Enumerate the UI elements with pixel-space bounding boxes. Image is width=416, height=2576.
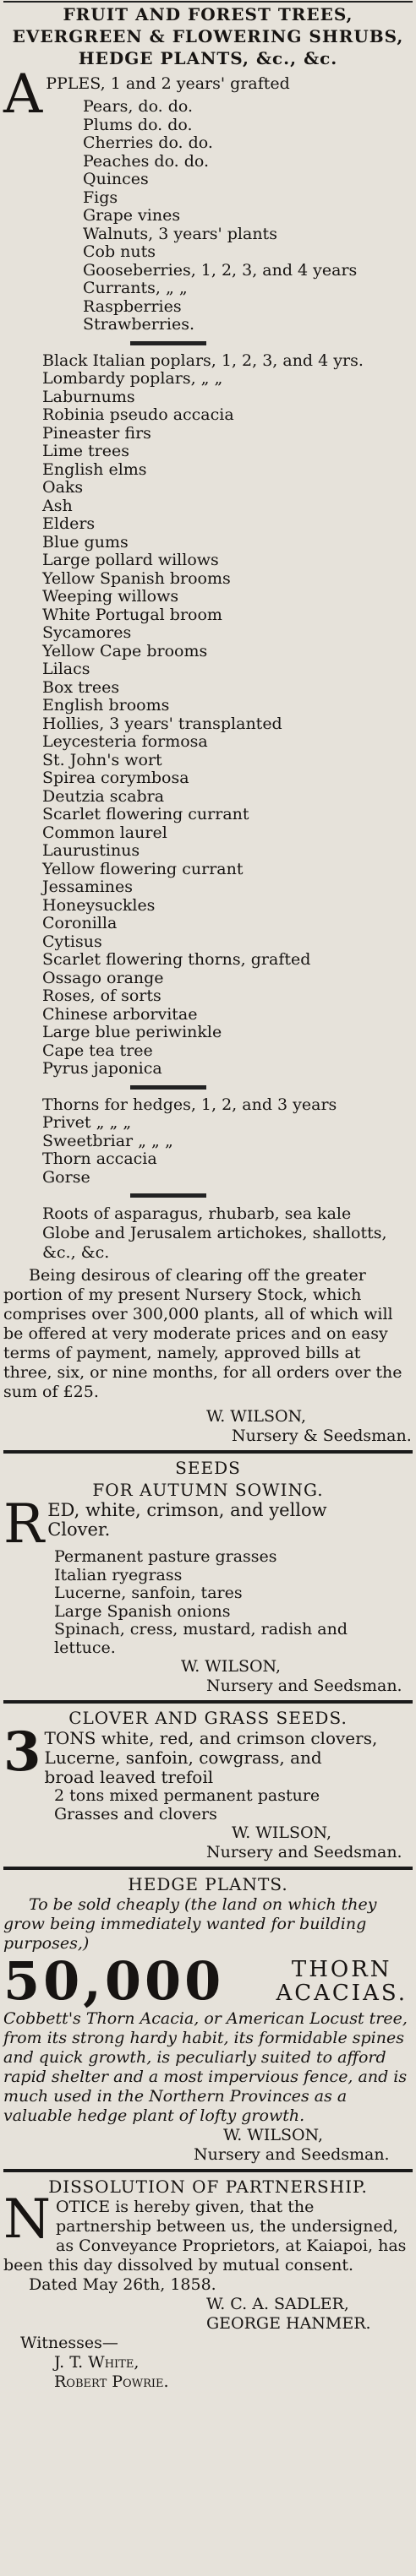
list-item: 2 tons mixed permanent pasture xyxy=(54,1786,320,1805)
list-item: Yellow Spanish brooms xyxy=(42,568,231,588)
ad-body: Cobbett's Thorn Acacia, or American Locust tree, from its strong hardy habit, its formidable spines and quick growth, is peculiarly suited to afford rapid shelter and a most impervious fence, and is much used in the Northern Provinces as a valuable hedge plant of lofty growth. xyxy=(3,2009,408,2125)
signature-name: W. WILSON, xyxy=(232,1823,331,1842)
list-item: Box trees xyxy=(42,677,120,697)
list-item: Currants, „ „ xyxy=(83,279,188,297)
list-item: White Portugal broom xyxy=(42,605,222,624)
list-item: Spinach, cress, mustard, radish and xyxy=(54,1620,348,1639)
list-item: TONS white, red, and crimson clovers, xyxy=(44,1728,378,1748)
signature-role: Nursery & Seedsman. xyxy=(232,1427,412,1445)
list-item: lettuce. xyxy=(54,1638,116,1657)
notice-date: Dated May 26th, 1858. xyxy=(29,2275,216,2294)
signature-role: Nursery and Seedsman. xyxy=(206,1677,402,1695)
list-item: Thorns for hedges, 1, 2, and 3 years xyxy=(42,1095,337,1114)
ad-separator xyxy=(3,1867,413,1870)
list-item: Privet „ „ „ xyxy=(42,1113,132,1132)
list-item: Plums do. do. xyxy=(83,115,193,134)
list-item: Large blue periwinkle xyxy=(42,1023,222,1041)
list-item: broad leaved trefoil xyxy=(44,1767,214,1787)
list-item: Italian ryegrass xyxy=(54,1565,183,1584)
newspaper-column xyxy=(0,1,416,2576)
list-item: Leycesteria formosa xyxy=(42,732,208,751)
list-item: Coronilla xyxy=(42,914,118,932)
list-item: Sycamores xyxy=(42,623,132,642)
list-item: Grasses and clovers xyxy=(54,1804,217,1823)
list-item: Large pollard willows xyxy=(42,551,219,569)
list-item: Black Italian poplars, 1, 2, 3, and 4 yrs. xyxy=(42,351,364,370)
list-item: Scarlet flowering thorns, grafted xyxy=(42,950,311,969)
nursery-advertisement xyxy=(3,3,413,1446)
ad-heading: HEDGE PLANTS. xyxy=(128,1874,288,1894)
list-item: Yellow Cape brooms xyxy=(42,641,208,660)
ad-heading-2: EVERGREEN & FLOWERING SHRUBS, xyxy=(12,26,404,46)
seed-list xyxy=(3,1548,413,1657)
ad-heading-3: HEDGE PLANTS, &c., &c. xyxy=(78,48,338,68)
second-line: Clover. xyxy=(47,1519,111,1540)
list-item: Peaches do. do. xyxy=(83,151,210,171)
tree-list xyxy=(3,352,413,1079)
witness-2: Robert Powrie. xyxy=(54,2372,169,2391)
list-item: Jessamines xyxy=(42,878,134,896)
list-item: St. John's wort xyxy=(42,750,162,769)
witness-1: J. T. White, xyxy=(54,2353,140,2372)
dropcap: A xyxy=(3,63,43,126)
roots-text: Roots of asparagus, rhubarb, sea kale Globe and Jerusalem artichokes, shallotts, &c., &c. xyxy=(42,1204,387,1262)
list-item: Grape vines xyxy=(83,206,181,225)
list-item: Walnuts, 3 years' plants xyxy=(83,224,277,243)
intro-text: To be sold cheaply (the land on which they grow being immediately wanted for building purposes,) xyxy=(3,1895,377,1953)
list-item: Pineaster firs xyxy=(42,423,151,443)
list-item: Lucerne, sanfoin, tares xyxy=(54,1584,243,1602)
list-item: Cob nuts xyxy=(83,242,156,261)
clover-line xyxy=(3,1493,413,1556)
dissolution-notice xyxy=(3,2176,413,2392)
list-item: Raspberries xyxy=(83,296,182,316)
signature-name: W. WILSON, xyxy=(223,2126,323,2144)
hedge-plants-advertisement xyxy=(3,1873,413,2165)
dropcap: N xyxy=(3,2188,51,2251)
signature-name: W. WILSON, xyxy=(206,1407,306,1426)
fruit-list xyxy=(3,98,413,334)
quantity-number: 50,000 xyxy=(3,1950,225,2012)
ad-heading: DISSOLUTION OF PARTNERSHIP. xyxy=(48,2177,368,2197)
clover-list xyxy=(3,1787,413,1823)
list-item: Laburnums xyxy=(42,387,135,406)
section-divider xyxy=(130,1085,206,1090)
list-item: Large Spanish onions xyxy=(54,1601,231,1621)
list-item: Yellow flowering currant xyxy=(42,859,244,878)
list-item: Pyrus japonica xyxy=(42,1059,162,1078)
list-item: Blue gums xyxy=(42,532,129,552)
list-item: Permanent pasture grasses xyxy=(54,1547,277,1566)
list-item: English brooms xyxy=(42,696,170,715)
list-item: Spirea corymbosa xyxy=(42,769,189,787)
list-item: Lilacs xyxy=(42,660,90,678)
notice-body: OTICE is hereby given, that the partnership between us, the undersigned, as Conveyance Proprietors, at Kaiapoi, has been this day dissolved by mutual consent. xyxy=(3,2198,407,2274)
list-item: Lime trees xyxy=(42,442,129,460)
signature-name: W. WILSON, xyxy=(181,1657,281,1676)
ad-heading: CLOVER AND GRASS SEEDS. xyxy=(68,1708,348,1728)
notice-paragraph xyxy=(3,2188,413,2275)
list-item: Figs xyxy=(83,187,118,207)
list-item: Lucerne, sanfoin, cowgrass, and xyxy=(44,1747,322,1768)
list-item: Elders xyxy=(42,514,96,533)
list-item: Robinia pseudo accacia xyxy=(42,405,234,424)
dropcap: R xyxy=(3,1493,45,1556)
dropcap: 3 xyxy=(3,1720,41,1784)
first-line: PPLES, 1 and 2 years' grafted xyxy=(46,74,290,93)
signature-2: GEORGE HANMER. xyxy=(206,2314,371,2333)
clover-advertisement xyxy=(3,1707,413,1862)
list-item: Chinese arborvitae xyxy=(42,1004,198,1024)
section-divider xyxy=(130,1193,206,1198)
seeds-advertisement xyxy=(3,1457,413,1696)
list-item: Deutzia scabra xyxy=(42,786,165,806)
list-item: Common laurel xyxy=(42,823,167,842)
ad-separator xyxy=(3,1700,413,1704)
list-item: Laurustinus xyxy=(42,841,140,860)
clover-lines xyxy=(45,1729,378,1787)
ad-heading-1: FRUIT AND FOREST TREES, xyxy=(63,4,353,24)
list-item: Honeysuckles xyxy=(42,895,156,915)
first-line: ED, white, crimson, and yellow xyxy=(47,1500,327,1520)
headline-row xyxy=(3,1950,413,2012)
label-thorn: THORN xyxy=(291,1957,392,1982)
ad-separator xyxy=(3,1450,413,1454)
list-item: Strawberries. xyxy=(83,315,195,334)
hedge-list xyxy=(3,1096,413,1187)
list-item: Gorse xyxy=(42,1167,90,1187)
list-item: Pears, do. do. xyxy=(83,97,194,116)
list-item: Ash xyxy=(42,496,73,515)
list-item: Weeping willows xyxy=(42,587,179,606)
list-item: Cherries do. do. xyxy=(83,133,213,152)
list-item: Lombardy poplars, „ „ xyxy=(42,369,223,388)
signature-1: W. C. A. SADLER, xyxy=(206,2295,349,2313)
signature-role: Nursery and Seedsman. xyxy=(206,1843,402,1861)
list-item: Scarlet flowering currant xyxy=(42,805,249,823)
list-item: Roses, of sorts xyxy=(42,986,161,1005)
list-item: Cape tea tree xyxy=(42,1041,153,1060)
ad-heading: SEEDS xyxy=(175,1458,241,1478)
ad-subheading: FOR AUTUMN SOWING. xyxy=(92,1480,324,1500)
list-item: Oaks xyxy=(42,478,84,497)
list-item: English elms xyxy=(42,459,147,479)
witnesses-label: Witnesses— xyxy=(20,2334,118,2352)
top-rule xyxy=(3,1,413,3)
tons-line xyxy=(3,1720,413,1787)
list-item: Ossago orange xyxy=(42,968,164,987)
label-acacias: ACACIAS. xyxy=(276,1981,408,2006)
ad-body: Being desirous of clearing off the greater portion of my present Nursery Stock, which comprises over 300,000 plants, all of which will be offered at very moderate prices and on easy terms of payment, namely, approved bills at three, six, or nine months, for all orders over the sum of £25. xyxy=(3,1266,402,1401)
list-item: Cytisus xyxy=(42,932,102,951)
signature-role: Nursery and Seedsman. xyxy=(194,2145,390,2164)
list-item: Sweetbriar „ „ „ xyxy=(42,1131,173,1150)
list-item: Thorn accacia xyxy=(42,1149,157,1168)
list-item: Hollies, 3 years' transplanted xyxy=(42,714,282,733)
list-item: Gooseberries, 1, 2, 3, and 4 years xyxy=(83,260,358,280)
ad-separator xyxy=(3,2169,413,2172)
list-item: Quinces xyxy=(83,170,149,188)
section-divider xyxy=(130,341,206,345)
